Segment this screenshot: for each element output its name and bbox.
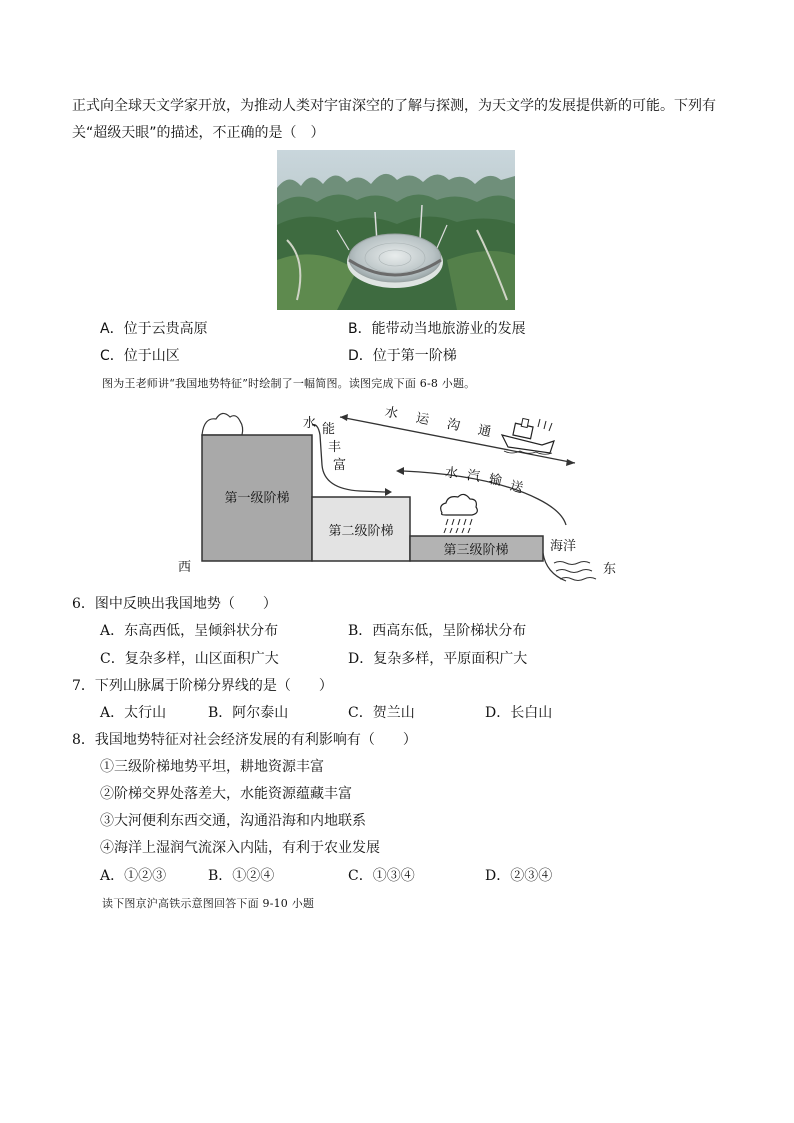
vapor-char-1: 水 [444,465,459,482]
shipping-char-3: 沟 [445,416,462,435]
fast-telescope-photo [277,150,515,310]
q6-option-b: B．西高东低，呈阶梯状分布 [348,623,527,639]
hydro-char-2: 能 [322,422,336,437]
east-label: 东 [603,562,617,577]
q7-option-a: A．太行山 [100,705,167,721]
vapor-char-4: 送 [508,478,525,497]
vapor-char-2: 汽 [465,468,481,485]
q8-item-3: ③大河便利东西交通，沟通沿海和内地联系 [100,813,366,829]
q6-option-c: C．复杂多样，山区面积广大 [100,651,279,667]
vapor-char-3: 输 [487,472,504,490]
vapor-arrow [403,471,566,525]
ocean-label: 海洋 [550,539,577,554]
mountain-peak-icon [202,413,243,435]
q8-option-a: A．①②③ [100,868,167,884]
step-1-label: 第一级阶梯 [224,491,290,506]
caption-6-8: 图为王老师讲“我国地势特征”时绘制了一幅简图。读图完成下面 6-8 小题。 [102,377,476,390]
q6-option-a: A．东高西低，呈倾斜状分布 [100,623,279,639]
hydro-char-4: 富 [333,458,347,473]
q5-option-a: A．位于云贵高原 [100,321,208,337]
q5-option-b: B．能带动当地旅游业的发展 [348,321,526,337]
q8-option-d: D．②③④ [485,868,553,884]
caption-9-10: 读下图京沪高铁示意图回答下面 9-10 小题 [102,897,315,910]
q7-option-c: C．贺兰山 [348,705,415,721]
q8-option-c: C．①③④ [348,868,415,884]
step-3-label: 第三级阶梯 [443,543,509,558]
q6-option-d: D．复杂多样，平原面积广大 [348,651,528,667]
intro-line-1: 正式向全球天文学家开放，为推动人类对宇宙深空的了解与探测，为天文学的发展提供新的可能。下列有 [72,98,716,114]
west-label: 西 [178,560,192,575]
q5-option-d: D．位于第一阶梯 [348,348,457,364]
q8-stem: 8．我国地势特征对社会经济发展的有利影响有（ ） [72,732,417,748]
terrain-steps-diagram [170,405,630,595]
step-2-label: 第二级阶梯 [328,524,394,539]
rain-cloud-icon [441,494,478,533]
q8-item-4: ④海洋上湿润气流深入内陆，有利于农业发展 [100,840,380,856]
hydro-char-1: 水 [303,416,317,431]
q7-stem: 7．下列山脉属于阶梯分界线的是（ ） [72,678,333,694]
q8-item-2: ②阶梯交界处落差大，水能资源蕴藏丰富 [100,786,352,802]
q7-option-b: B．阿尔泰山 [208,705,289,721]
q6-stem: 6．图中反映出我国地势（ ） [72,596,277,612]
q5-option-c: C．位于山区 [100,348,180,364]
shipping-char-4: 通 [476,422,493,441]
shipping-char-2: 运 [414,410,431,429]
hydro-char-3: 丰 [328,440,342,455]
ship-icon [502,418,554,454]
shipping-char-1: 水 [383,405,400,423]
q8-option-b: B．①②④ [208,868,275,884]
intro-line-2: 关“超级天眼”的描述，不正确的是（ ） [72,125,325,141]
q8-item-1: ①三级阶梯地势平坦，耕地资源丰富 [100,759,324,775]
q7-option-d: D．长白山 [485,705,553,721]
